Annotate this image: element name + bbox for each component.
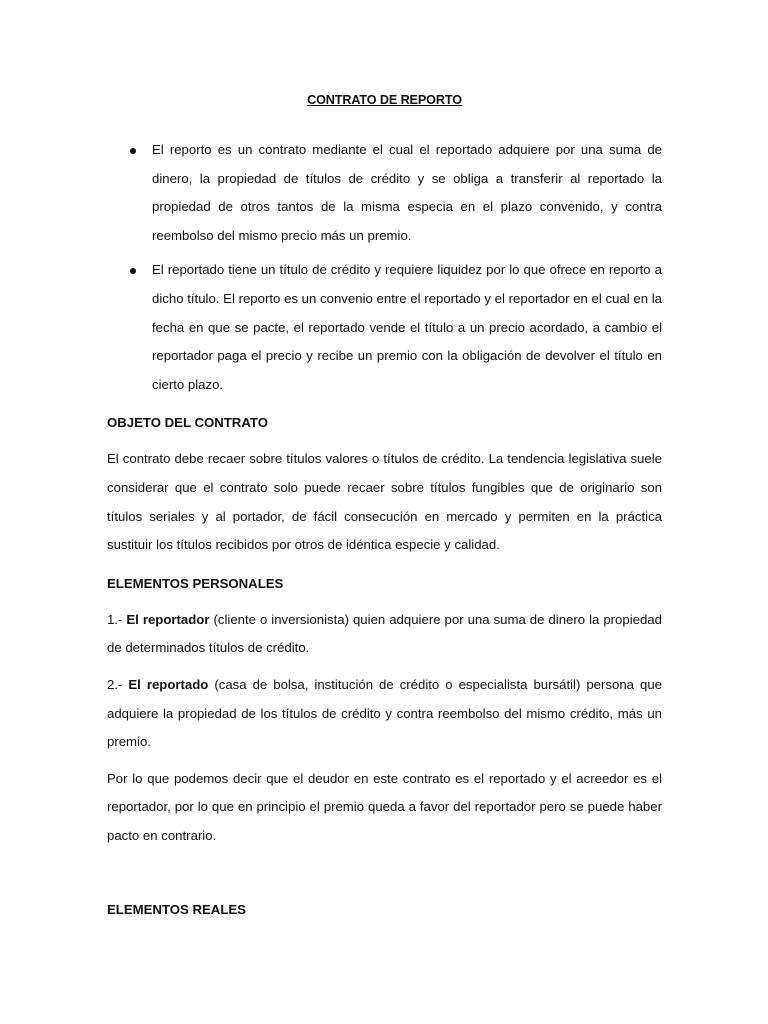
item-term: El reportado xyxy=(128,676,209,692)
personal-element-reportado xyxy=(107,671,662,757)
personal-element-reportador xyxy=(107,606,662,663)
item-number: 2.- xyxy=(107,676,123,692)
bullet-text: El reporto es un contrato mediante el cual el reportado adquiere por una suma de dinero, la propiedad de títulos de crédito y se obliga a transferir al reportado la propiedad de otros tantos de la misma especia en el plazo convenido, y contra reembolso del mismo precio más un premio. xyxy=(152,142,662,243)
objeto-paragraph: El contrato debe recaer sobre títulos valores o títulos de crédito. La tendencia legislativa suele considerar que el contrato solo puede recaer sobre títulos fungibles que de originario son títulos seriales y al portador, de fácil consecución en mercado y permiten en la práctica sustituir los títulos recibidos por otros de idéntica especie y calidad. xyxy=(107,451,662,553)
document-title: CONTRATO DE REPORTO xyxy=(307,93,462,107)
item-description: (cliente o inversionista) quien adquiere por una suma de dinero la propiedad de determinados títulos de crédito. xyxy=(107,611,662,656)
objeto-heading: OBJETO DEL CONTRATO xyxy=(107,415,268,431)
bullet-text: El reportado tiene un título de crédito y requiere liquidez por lo que ofrece en reporto a dicho título. El reporto es un convenio entre el reportado y el reportador en el cual en la fecha en que se pacte, el reportado vende el título a un precio acordado, a cambio el reportador paga el precio y recibe un premio con la obligación de devolver el título en cierto plazo. xyxy=(152,262,662,392)
bullet-item-mechanism xyxy=(107,256,662,399)
item-term: El reportador xyxy=(126,611,210,627)
personales-heading: ELEMENTOS PERSONALES xyxy=(107,575,284,591)
reales-heading: ELEMENTOS REALES xyxy=(107,902,246,918)
bullet-icon xyxy=(130,148,136,154)
document-content xyxy=(107,90,662,932)
definition-bullet-list xyxy=(107,136,662,399)
item-description: (casa de bolsa, institución de crédito o especialista bursátil) persona que adquiere la propiedad de los títulos de crédito y contra reembolso del mismo crédito, más un premio. xyxy=(107,676,662,750)
bullet-icon xyxy=(130,268,136,274)
bullet-item-definition xyxy=(107,136,662,250)
conclusion-paragraph: Por lo que podemos decir que el deudor en este contrato es el reportado y el acreedor es el reportador, por lo que en principio el premio queda a favor del reportador pero se puede haber pacto en contrario. xyxy=(107,770,662,843)
item-number: 1.- xyxy=(107,611,123,627)
